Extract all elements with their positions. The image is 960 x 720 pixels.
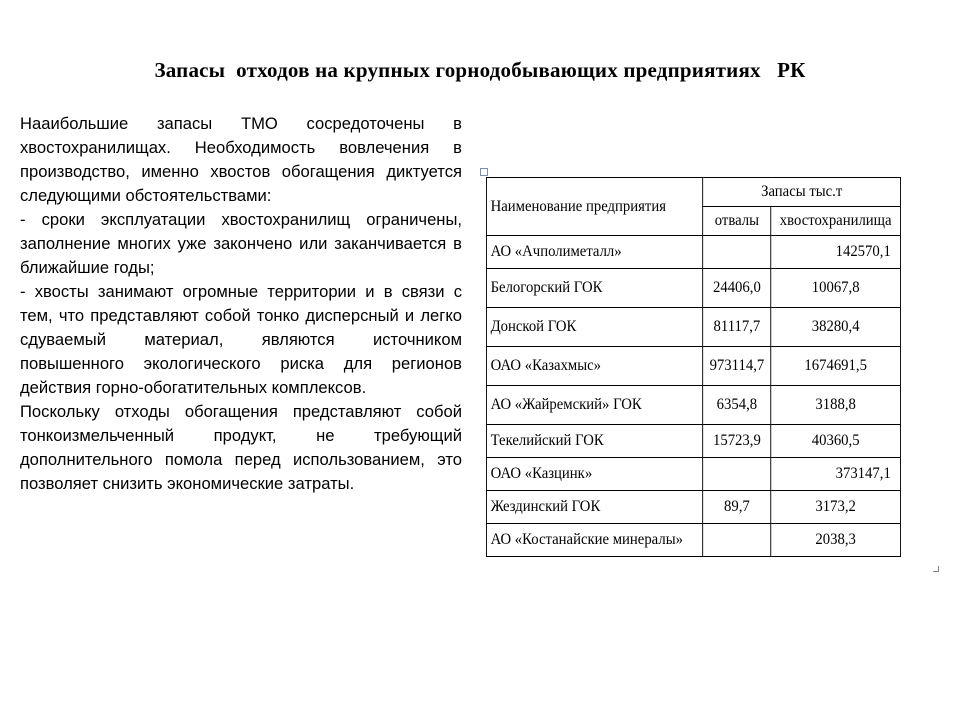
row-tailings: 40360,5 xyxy=(771,425,901,458)
row-tailings: 142570,1 xyxy=(771,236,901,269)
row-dumps xyxy=(703,524,771,557)
row-dumps: 24406,0 xyxy=(703,269,771,308)
row-tailings: 3188,8 xyxy=(771,386,901,425)
row-name: Жездинский ГОК xyxy=(486,491,702,524)
paragraph-point-2: - хвосты занимают огромные территории и в связи с тем, что представляют собой тонко дисперсный и легко сдуваемый материал, являются источником повышенного экологического риска для регионов действия горно-обогатительных комплексов. xyxy=(20,282,462,397)
table-row xyxy=(486,524,900,557)
table-row xyxy=(486,491,900,524)
row-dumps xyxy=(703,236,771,269)
row-tailings: 38280,4 xyxy=(771,308,901,347)
table-row xyxy=(486,236,900,269)
row-name: Белогорский ГОК xyxy=(486,269,702,308)
row-dumps: 89,7 xyxy=(703,491,771,524)
table-row xyxy=(486,347,900,386)
paragraph-conclusion: Поскольку отходы обогащения представляют собой тонкоизмельченный продукт, не требующий дополнительного помола перед использованием, это позволяет снизить экономические затраты. xyxy=(20,402,462,493)
table-row xyxy=(486,458,900,491)
row-name: АО «Костанайские минералы» xyxy=(486,524,702,557)
row-name: ОАО «Казцинк» xyxy=(486,458,702,491)
row-name: ОАО «Казахмыс» xyxy=(486,347,702,386)
row-name: Текелийский ГОК xyxy=(486,425,702,458)
row-dumps xyxy=(703,458,771,491)
row-tailings: 10067,8 xyxy=(771,269,901,308)
table-row xyxy=(486,425,900,458)
row-tailings: 3173,2 xyxy=(771,491,901,524)
row-name: АО «Жайремский» ГОК xyxy=(486,386,702,425)
reserves-table xyxy=(486,177,901,557)
body-text xyxy=(20,112,462,496)
row-dumps: 6354,8 xyxy=(703,386,771,425)
table-anchor-icon xyxy=(480,168,488,176)
table-row xyxy=(486,269,900,308)
header-reserves: Запасы тыс.т xyxy=(703,178,901,207)
reserves-table-container xyxy=(486,177,937,557)
header-tailings: хвостохранилища xyxy=(771,207,901,236)
table-row xyxy=(486,386,900,425)
row-tailings: 2038,3 xyxy=(771,524,901,557)
row-name: АО «Ачполиметалл» xyxy=(486,236,702,269)
header-enterprise-name: Наименование предприятия xyxy=(486,178,702,236)
row-dumps: 973114,7 xyxy=(703,347,771,386)
slide-title: Запасы отходов на крупных горнодобывающих предприятиях РК xyxy=(154,58,806,82)
paragraph-point-1: - сроки эксплуатации хвостохранилищ ограничены, заполнение многих уже закончено или заканчивается в ближайшие годы; xyxy=(20,210,462,277)
row-dumps: 15723,9 xyxy=(703,425,771,458)
row-tailings: 373147,1 xyxy=(771,458,901,491)
row-dumps: 81117,7 xyxy=(703,308,771,347)
table-row xyxy=(486,308,900,347)
row-name: Донской ГОК xyxy=(486,308,702,347)
paragraph-intro: Нааибольшие запасы ТМО сосредоточены в хвостохранилищах. Необходимость вовлечения в производство, именно хвостов обогащения диктуется следующими обстоятельствами: xyxy=(20,114,462,205)
row-tailings: 1674691,5 xyxy=(771,347,901,386)
header-dumps: отвалы xyxy=(703,207,771,236)
table-corner-mark xyxy=(933,566,939,572)
